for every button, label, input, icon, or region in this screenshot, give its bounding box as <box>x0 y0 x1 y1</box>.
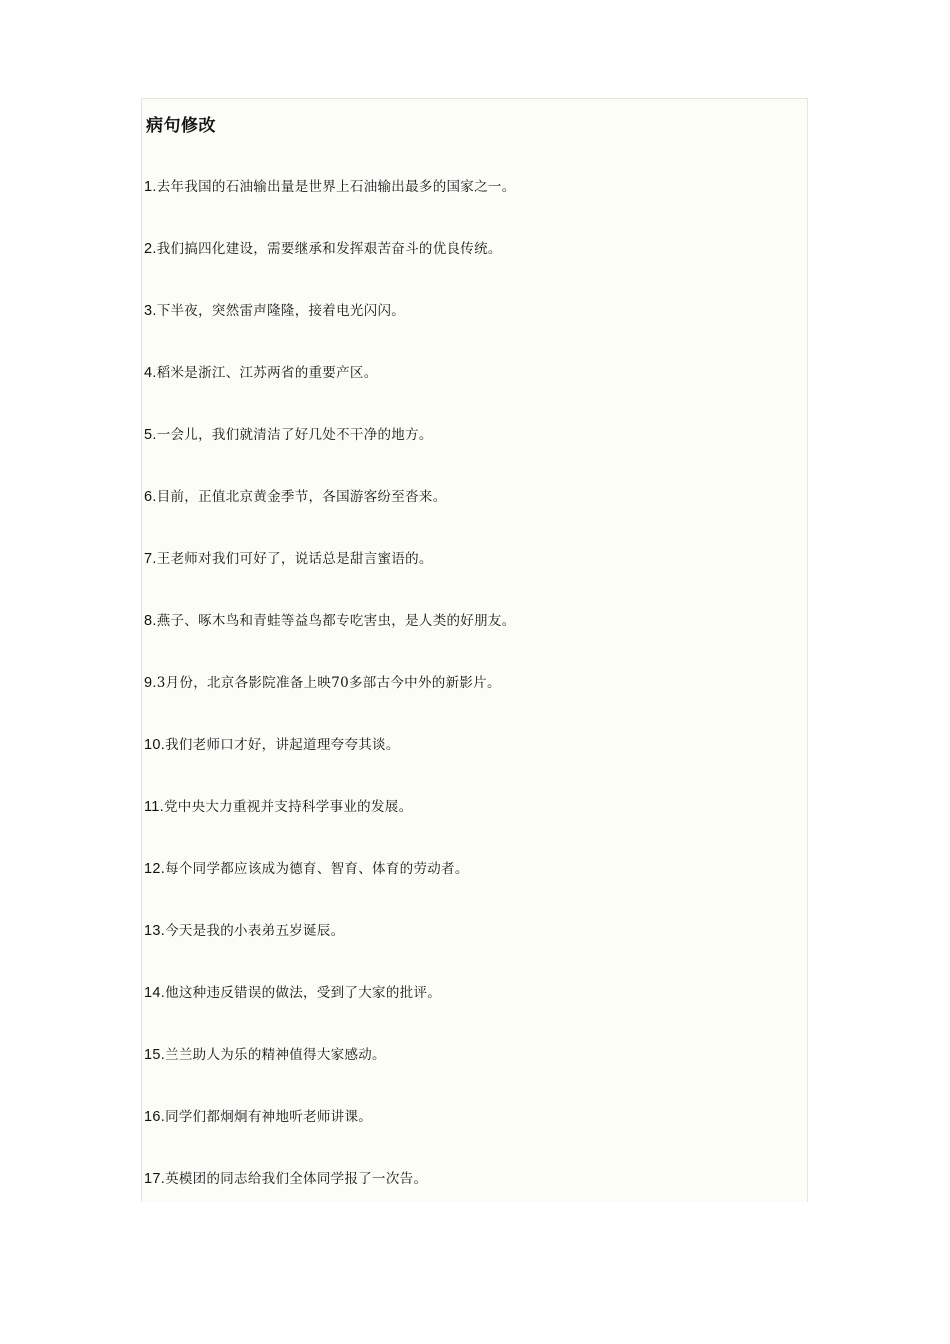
item-text: 今天是我的小表弟五岁诞辰。 <box>165 923 345 939</box>
list-item <box>144 798 794 860</box>
list-item <box>144 860 794 922</box>
item-number: 4. <box>144 365 157 381</box>
list-item <box>144 1108 794 1170</box>
item-number: 15. <box>144 1047 166 1063</box>
list-item <box>144 302 794 364</box>
item-number: 1. <box>144 179 157 195</box>
item-text: 下半夜，突然雷声隆隆，接着电光闪闪。 <box>156 303 406 319</box>
item-text: 兰兰助人为乐的精神值得大家感动。 <box>165 1047 386 1063</box>
document-title: 病句修改 <box>146 116 216 136</box>
list-item <box>144 426 794 488</box>
list-item <box>144 488 794 550</box>
item-text: 我们老师口才好，讲起道理夸夸其谈。 <box>165 737 400 753</box>
item-text: 每个同学都应该成为德育、智育、体育的劳动者。 <box>165 861 469 877</box>
item-number: 9. <box>144 675 157 691</box>
list-item <box>144 1170 794 1232</box>
item-text: 一会儿，我们就清洁了好几处不干净的地方。 <box>156 427 433 443</box>
item-text: 3月份，北京各影院准备上映70多部古今中外的新影片。 <box>156 675 501 691</box>
list-item <box>144 612 794 674</box>
item-text: 燕子、啄木鸟和青蛙等益鸟都专吃害虫，是人类的好朋友。 <box>156 613 516 629</box>
item-number: 5. <box>144 427 157 443</box>
item-number: 14. <box>144 985 166 1001</box>
sentence-list <box>144 178 794 1232</box>
item-number: 12. <box>144 861 166 877</box>
item-text: 王老师对我们可好了，说话总是甜言蜜语的。 <box>156 551 433 567</box>
item-number: 11. <box>144 799 164 815</box>
item-number: 16. <box>144 1109 166 1125</box>
item-number: 3. <box>144 303 157 319</box>
item-number: 7. <box>144 551 157 567</box>
list-item <box>144 550 794 612</box>
item-text: 党中央大力重视并支持科学事业的发展。 <box>163 799 413 815</box>
list-item <box>144 1046 794 1108</box>
item-text: 去年我国的石油输出量是世界上石油输出最多的国家之一。 <box>156 179 516 195</box>
item-number: 17. <box>144 1171 166 1187</box>
list-item <box>144 736 794 798</box>
list-item <box>144 674 794 736</box>
item-text: 同学们都炯炯有神地听老师讲课。 <box>165 1109 373 1125</box>
item-text: 稻米是浙江、江苏两省的重要产区。 <box>156 365 378 381</box>
item-text: 我们搞四化建设，需要继承和发挥艰苦奋斗的优良传统。 <box>156 241 502 257</box>
document-page <box>141 98 808 1202</box>
item-text: 他这种违反错误的做法，受到了大家的批评。 <box>165 985 442 1001</box>
list-item <box>144 364 794 426</box>
list-item <box>144 922 794 984</box>
item-number: 13. <box>144 923 166 939</box>
item-text: 英模团的同志给我们全体同学报了一次告。 <box>165 1171 428 1187</box>
item-text: 目前，正值北京黄金季节，各国游客纷至沓来。 <box>156 489 447 505</box>
list-item <box>144 240 794 302</box>
item-number: 10. <box>144 737 166 753</box>
item-number: 2. <box>144 241 157 257</box>
list-item <box>144 178 794 240</box>
item-number: 6. <box>144 489 157 505</box>
item-number: 8. <box>144 613 157 629</box>
list-item <box>144 984 794 1046</box>
